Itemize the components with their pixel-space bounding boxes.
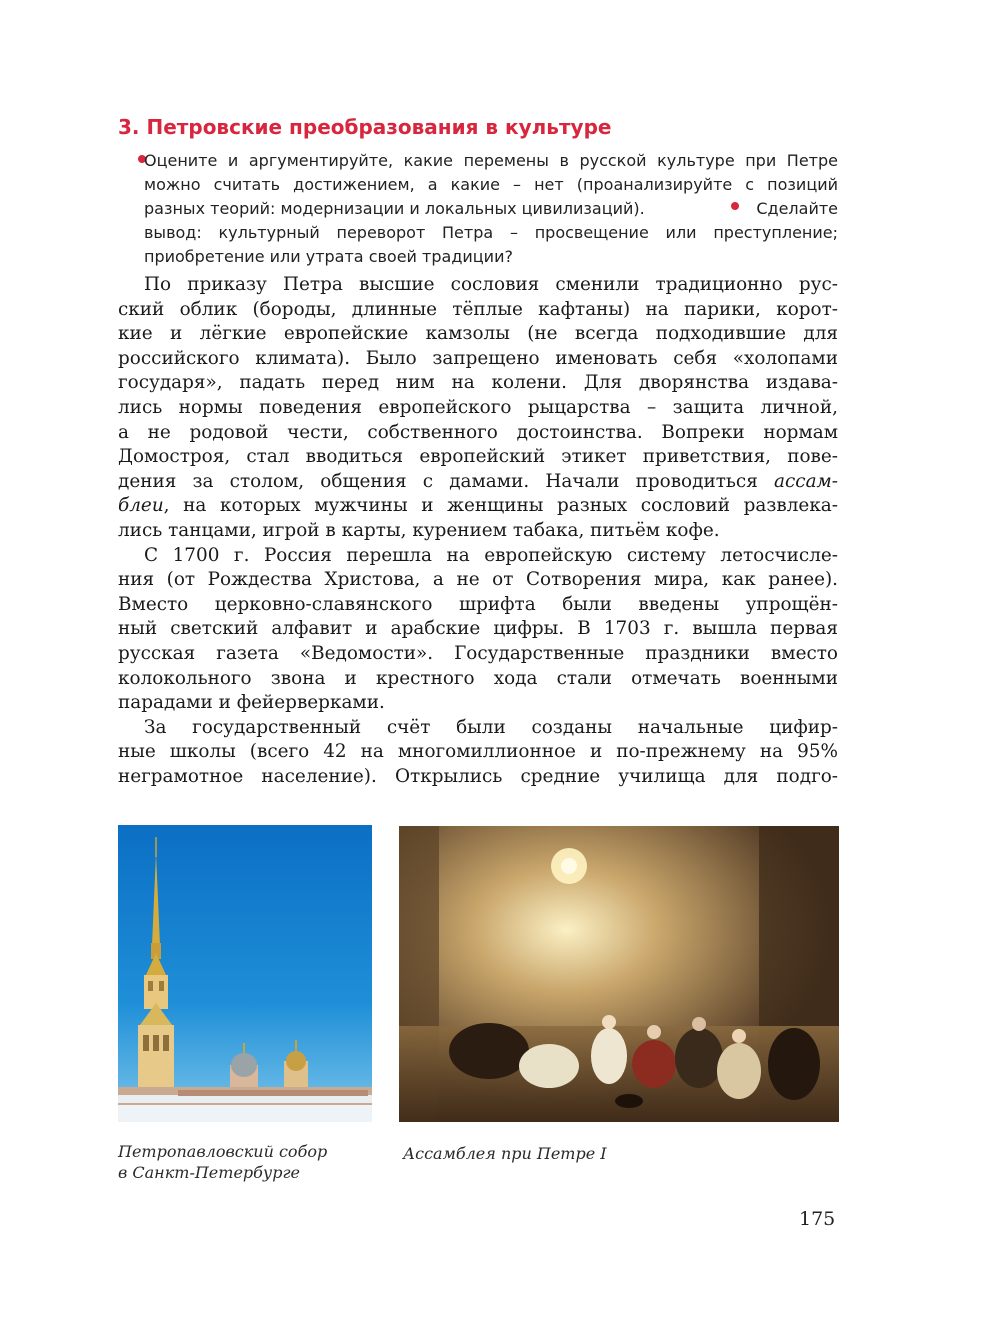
text-line: ные школы (всего 42 на многомиллионное и по-прежнему на 95% [118, 741, 838, 763]
text-line: Домостроя, стал вводиться европейский этикет приветствия, пове- [118, 446, 838, 468]
text-line: кие и лёгкие европейские камзолы (не всегда подходившие для [118, 323, 838, 345]
term-italic: блеи [118, 495, 164, 517]
text-line: российского климата). Было запрещено именовать себя «холопами [118, 347, 838, 369]
text-line: ский облик (бороды, длинные тёплые кафтаны) на парики, корот- [118, 298, 838, 320]
task-block [144, 149, 838, 269]
text-line: лись танцами, игрой в карты, курением табака, питьём кофе. [118, 519, 720, 541]
text-line: парадами и фейерверками. [118, 692, 385, 714]
body-text [118, 273, 838, 789]
text-run: дения за столом, общения с дамами. Начали проводиться [118, 470, 758, 492]
text-line: а не родовой чести, собственного достоинства. Вопреки нормам [118, 421, 838, 443]
task-line: вывод: культурный переворот Петра – просвещение или преступление; [144, 223, 838, 242]
task-line [144, 197, 838, 221]
text-run: , на которых мужчины и женщины разных сословий развлека- [163, 495, 838, 517]
assembly-painting [399, 826, 839, 1122]
text-line: русская газета «Ведомости». Государственные праздники вместо [118, 642, 838, 664]
text-line: По приказу Петра высшие сословия сменили традиционно рус- [144, 274, 838, 295]
task-line-part: разных теорий: модернизации и локальных цивилизаций). [144, 199, 645, 218]
text-line: неграмотное население). Открылись средние училища для подго- [118, 765, 838, 787]
task-line: приобретение или утрата своей традиции? [144, 247, 513, 266]
caption-line: в Санкт-Петербурге [118, 1163, 300, 1182]
section-heading: 3. Петровские преобразования в культуре [118, 115, 612, 139]
task-line-part: Сделайте [756, 199, 838, 218]
text-line: ния (от Рождества Христова, а не от Сотворения мира, как ранее). [118, 569, 838, 591]
term-italic: ассам- [774, 470, 838, 492]
text-line: С 1700 г. Россия перешла на европейскую систему летосчисле- [144, 544, 838, 566]
text-line: Вместо церковно-славянского шрифта были введены упрощён- [118, 593, 838, 615]
text-line: колокольного звона и крестного хода стали отмечать военными [118, 667, 838, 689]
text-line: лись нормы поведения европейского рыцарства – защита личной, [118, 396, 838, 418]
cathedral-photo [118, 825, 372, 1122]
task-line: можно считать достижением, а какие – нет (проанализируйте с позиций [144, 175, 838, 194]
caption-line: Петропавловский собор [118, 1142, 328, 1161]
text-line: государя», падать перед ним на колени. Для дворянства издава- [118, 372, 838, 394]
text-line [118, 494, 838, 519]
text-line: ный светский алфавит и арабские цифры. В 1703 г. вышла первая [118, 618, 838, 640]
cathedral-caption [118, 1141, 327, 1183]
text-line: За государственный счёт были созданы начальные цифир- [144, 716, 838, 738]
task-line: Оцените и аргументируйте, какие перемены в русской культуре при Петре [144, 151, 838, 170]
text-line [118, 470, 838, 495]
assembly-caption: Ассамблея при Петре I [403, 1144, 607, 1163]
page-number: 175 [799, 1208, 836, 1230]
